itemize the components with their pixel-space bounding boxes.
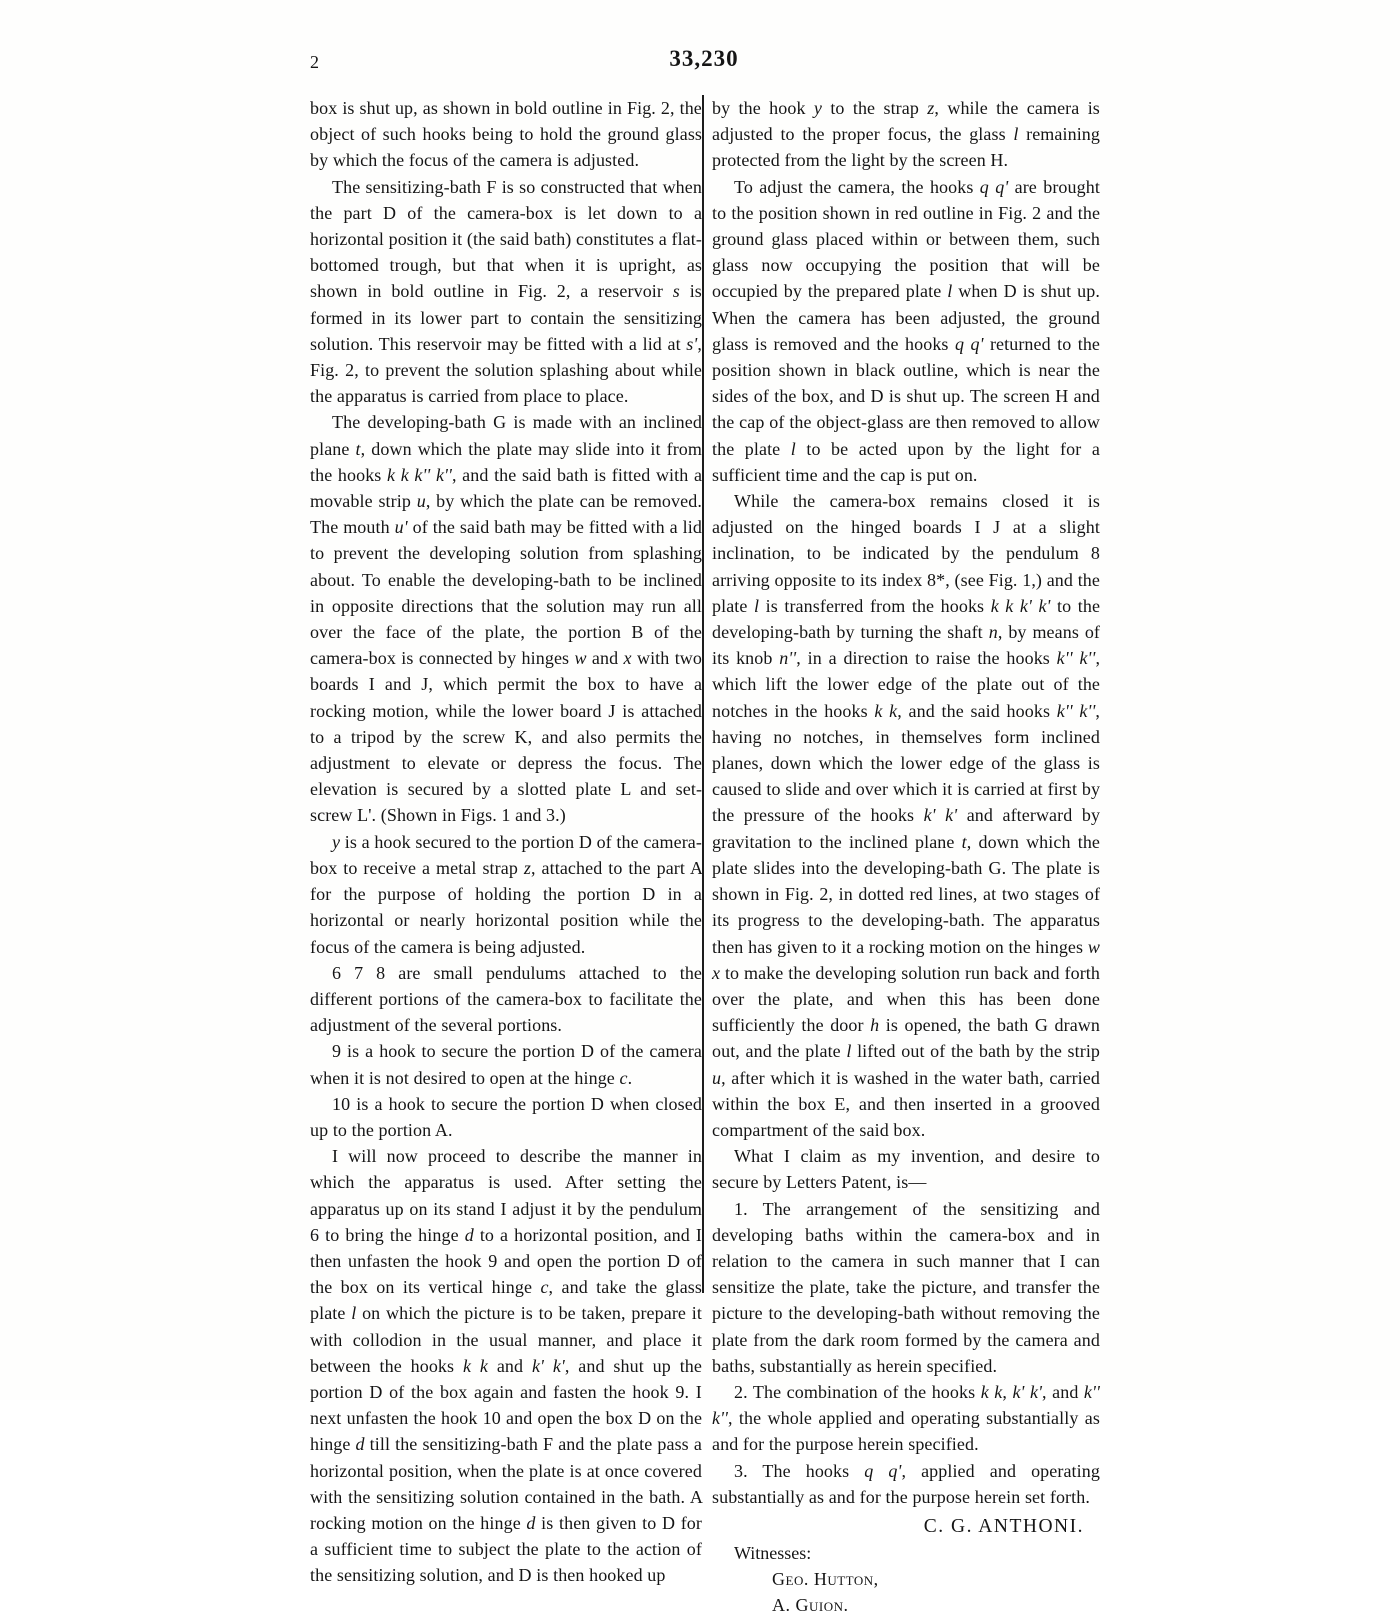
paragraph: y is a hook secured to the portion D of the camera-box to receive a metal strap z, attached to the part A for the purpose of holding the portion D in a horizontal or nearly horizontal position while the focus of the camera is being adjusted. (310, 831, 703, 957)
paragraph: While the camera-box remains closed it is adjusted on the hinged boards I J at a slight inclination, to be indicated by the pendulum 8 arriving opposite to its index 8*, (see Fig. 1,) and the plate l is transferred from the hooks k k k' k' to the developing-bath by turning the shaft n, by means of its knob n'', in a direction to raise the hooks k'' k'', which lift the lower edge of the plate out of the notches in the hooks k k, and the said hooks k'' k'', having no notches, in themselves form inclined planes, down which the lower edge of the glass is caused to slide and over which it is carried at first by the pressure of the hooks k' k' and afterward by gravitation to the inclined plane t, down which the plate slides into the developing-bath G. The plate is shown in Fig. 2, in dotted red lines, at two stages of its progress to the developing-bath. The apparatus then has given to it a rocking motion on the hinges w x to make the developing solution run back and forth over the plate, and when this has been done sufficiently the door h is opened, the bath G drawn out, and the plate l lifted out of the bath by the strip u, after which it is washed in the water bath, carried within the box E, and then inserted in a grooved compartment of the said box. (712, 491, 1101, 1140)
witness-name: A. Guion. (772, 1594, 849, 1615)
inventor-signature: C. G. ANTHONI. (923, 1515, 1084, 1537)
paragraph: I will now proceed to describe the manner in which the apparatus is used. After setting the apparatus up on its stand I adjust it by the pendulum 6 to bring the hinge d to a horizontal position, and I then unfasten the hook 9 and open the portion D of the box on its vertical hinge c, and take the glass plate l on which the picture is to be taken, prepare it with collodion in the usual manner, and place it between the hooks k k and k' k', and shut up the portion D of the box again and fasten the hook 9. I next unfasten the hook 10 and open the box D on the hinge d till the sensitizing-bath F and the plate pass a horizontal position, when the plate is at once covered with the sensitizing solution contained in the bath. A rocking motion on the hinge d is then given to D for a sufficient time to subject the plate to the action of the sensitizing solution, and D is then hooked up (310, 1146, 703, 1586)
paragraph: 1. The arrangement of the sensitizing and developing baths within the camera-box and in relation to the camera in such manner that I can sensitize the plate, take the picture, and transfer the picture to the developing-bath without removing the plate from the dark room formed by the camera and baths, substantially as herein specified. (712, 1198, 1101, 1376)
paragraph: box is shut up, as shown in bold outline in Fig. 2, the object of such hooks being to hold the ground glass by which the focus of the camera is adjusted. (310, 98, 703, 171)
right-text-column (712, 95, 1100, 1618)
paragraph: The developing-bath G is made with an inclined plane t, down which the plate may slide into it from the hooks k k k'' k'', and the said bath is fitted with a movable strip u, by which the plate can be removed. The mouth u' of the said bath may be fitted with a lid to prevent the developing solution from splashing about. To enable the developing-bath to be inclined in opposite directions that the solution may run all over the face of the plate, the portion B of the camera-box is connected by hinges w and x with two boards I and J, which permit the box to have a rocking motion, while the lower board J is attached to a tripod by the screw K, and also permits the adjustment to elevate or depress the focus. The elevation is secured by a slotted plate L and set-screw L'. (Shown in Figs. 1 and 3.) (310, 412, 703, 826)
paragraph: 9 is a hook to secure the portion D of the camera when it is not desired to open at the hinge c. (310, 1041, 702, 1088)
witnesses-label: Witnesses: (734, 1542, 812, 1563)
right-column-paragraphs (712, 95, 1100, 1510)
paragraph: 2. The combination of the hooks k k, k' k', and k'' k'', the whole applied and operating substantially as and for the purpose herein specified. (712, 1381, 1100, 1455)
page-header (310, 46, 1098, 76)
witness-name: Geo. Hutton, (772, 1568, 879, 1589)
left-text-column (310, 95, 702, 1589)
column-divider-rule (702, 95, 704, 1293)
paragraph: The sensitizing-bath F is so constructed that when the part D of the camera-box is let down to a horizontal position it (the said bath) constitutes a flat-bottomed trough, but that when it is upright, as shown in bold outline in Fig. 2, a reservoir s is formed in its lower part to contain the sensitizing solution. This reservoir may be fitted with a lid at s', Fig. 2, to prevent the solution splashing about while the apparatus is carried from place to place. (310, 176, 703, 407)
paragraph: 3. The hooks q q', applied and operating substantially as and for the purpose herein set forth. (712, 1460, 1100, 1507)
paragraph: 10 is a hook to secure the portion D when closed up to the portion A. (310, 1093, 702, 1140)
page-number: 2 (310, 52, 319, 72)
paragraph: To adjust the camera, the hooks q q' are brought to the position shown in red outline in Fig. 2 and the ground glass placed within or between them, such glass now occupying the position that will be occupied by the prepared plate l when D is shut up. When the camera has been adjusted, the ground glass is removed and the hooks q q' returned to the position shown in black outline, which is near the sides of the box, and D is shut up. The screen H and the cap of the object-glass are then removed to allow the plate l to be acted upon by the light for a sufficient time and the cap is put on. (712, 176, 1101, 485)
paragraph: 6 7 8 are small pendulums attached to the different portions of the camera-box to facilitate the adjustment of the several portions. (310, 962, 703, 1036)
paragraph: What I claim as my invention, and desire to secure by Letters Patent, is— (712, 1146, 1100, 1193)
patent-number: 33,230 (669, 46, 739, 71)
paragraph: by the hook y to the strap z, while the camera is adjusted to the proper focus, the glass l remaining protected from the light by the screen H. (712, 98, 1101, 171)
